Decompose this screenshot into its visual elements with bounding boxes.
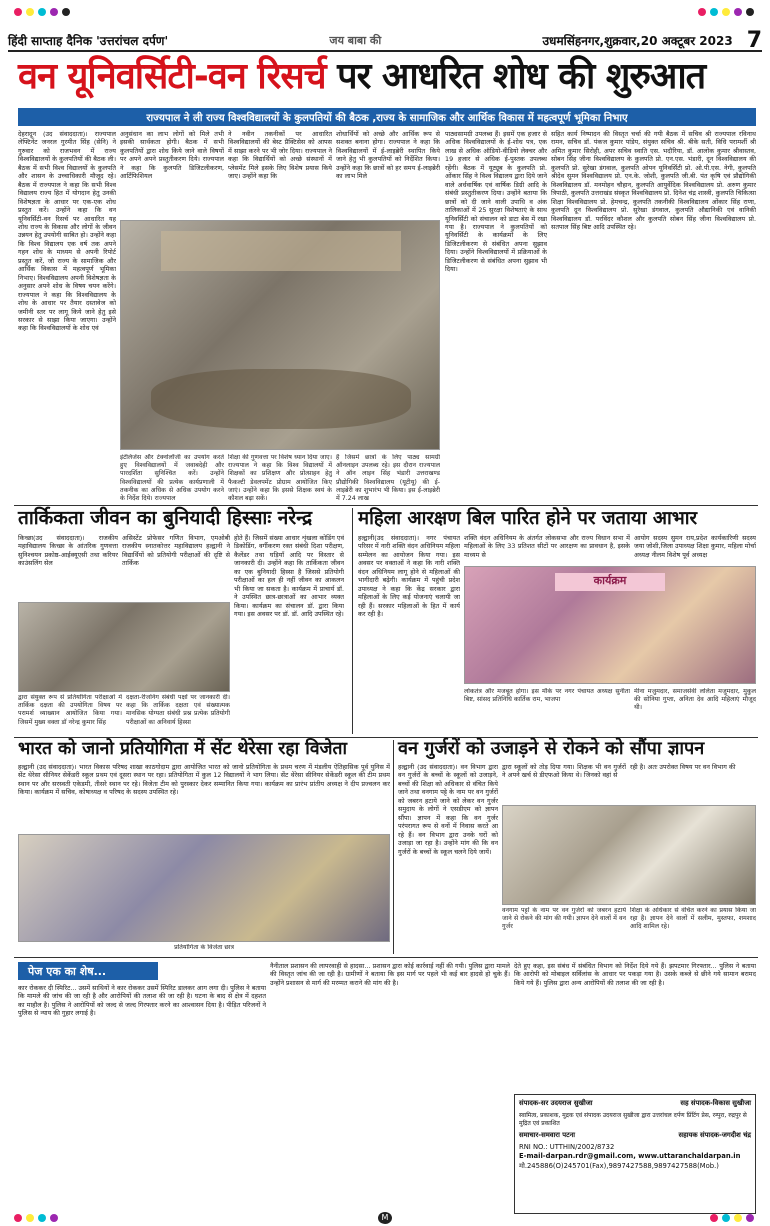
story4-photo [18, 834, 390, 942]
issue-date: उधमसिंहनगर,शुक्रवार,20 अक्टूबर 2023 [542, 33, 733, 48]
lead-photo-caption-left: इंटेलिजेंस और टेक्नोलॉजी का उपयोग करते हुए विश्वविद्यालयों में जवाबदेही और पारदर्शिता सुनिश्चित करें। उन्होंने विश्वविद्यालयों की प्रत्येक कार्यप्रणाली में तकनीक का अधिक से अधिक उपयोग करने के निर्देश दिये। राज्यपाल [120, 454, 224, 502]
color-dots-left [14, 8, 70, 16]
masthead-line2: समाचार-समवारा पटना [519, 1131, 576, 1140]
divider [352, 508, 353, 734]
dot [746, 1214, 754, 1222]
lead-col-6: सहित कार्य निष्पादन की विस्तृत चर्चा की गयी बैठक में सचिव श्री राज्यपाल रविनाथ रामन, सचिव डॉ. पंकज कुमार पांडेय, संयुक्त सचिव श्री. बीके सती, विधि परामर्शी श्री अमित कुमार सिरोही, अपर सचिव स्वाति एस. भदौरिया, डॉ. आलोक कुमार श्रीवास्तव, सोबन सिंह जीना विश्वविद्यालय के कुलपति प्रो. एन.एस. भंडारी, दून विश्वविद्यालय की कुलपति प्रो. सुरेखा डंगवाल, कुलपति ओपन यूनिवर्सिटी प्रो. ओ.पी.एस. नेगी, कुलपति श्रीदेव सुमन विश्वविद्यालय प्रो. एन.के. जोशी, कुलपति जी.बी. पंत कृषि एवं प्रौद्योगिकी विश्वविद्यालय डॉ. मनमोहन चौहान, कुलपति आयुर्वेदिक विश्वविद्यालय प्रो. अरुण कुमार त्रिपाठी, कुलपति उत्तराखंड संस्कृत विश्वविद्यालय प्रो. दिनेश चंद्र शास्त्री, कुलपति चिकित्सा शिक्षा विश्वविद्यालय प्रो. हेमचन्द्र, कुलपति तकनीकी विश्वविद्यालय ओंकार सिंह राणा, कुलपति दून विश्वविद्यालय प्रो. सुरेखा डंगवाल, कुलपति औद्यानिकी एवं वानिकी विश्वविद्यालय डॉ. परविंदर कौशल और कुलपति सोबन सिंह जीना विश्वविद्यालय प्रो. सतपाल सिंह बिष्ट आदि उपस्थित रहे। [551, 130, 756, 231]
story3-photo-caption-left: लोकतंत्र और मजबूत होगा। इस मौके पर नगर पंचायत अध्यक्ष सुनीता बिष्ट, सांसद प्रतिनिधि कार्तिक राम, भाजपा [464, 688, 630, 704]
dot [734, 8, 742, 16]
masthead-editor2: सहायक संपादक-जगदीश चंद्र [678, 1131, 751, 1140]
lead-col-2: अनुसंधान का लाभ लोगों को मिले तभी इसकी सार्थकता होगी। बैठक में सभी कुलपतियों द्वारा शोध किये जाने वाले विषयों पर अपने अपने प्रस्तुतीकरण दिये। राज्यपाल ने कहा कि कुलपति डिजिटलीकरण, आर्टिफिशियल [120, 130, 224, 181]
story6-col-2: नैनीताल प्रशासन की लापरवाही से हादसा... प्रशासन द्वारा कोई कार्रवाई नहीं की गयी। पुलिस द्वारा मामले की विस्तृत जांच की जा रही है। ग्रामीणों ने बताया कि इस मार्ग पर पहले भी कई बार हादसे हो चुके हैं। उन्होंने प्रशासन से मार्ग की मरम्मत कराने की मांग की है। [270, 962, 510, 987]
story5-photo-caption-left: वनगाम पट्टों के नाम पर वन गुर्जरों को जबरन हटाये जाने से रोकने की मांग की गयी। ज्ञापन देने वालों में वन गुर्जर [502, 907, 626, 931]
story5-col-3: रही है। अतः उपरोक्त विषय पर वन विभाग की [630, 763, 736, 771]
masthead-rni: RNI NO.: UTTHIN/2002/8732 [519, 1142, 615, 1151]
story4-body: हल्द्वानी (उद संवाददाता)। भारत विकास परिषद शाखा काठगोदाम द्वारा आयोजित भारत को जानो प्रतियोगिता के प्रथम चरण में मंडलीय ऐतिहासिक पूर्व युनिस में सेंट थेरेसा सीनियर सेकेंडरी स्कूल प्रथम एवं दूसरा स्थान पर रहा। प्रतियोगिता में कुल 12 विद्यालयों ने भाग लिया। सेंट थेरेसा सीनियर सेकेंडरी स्कूल की टीम प्रथम स्थान पर और सरस्वती एकेडमी, तीसरे स्थान पर रहे। विजेता टीम को पुरस्कार देकर सम्मानित किया गया। कार्यक्रम का प्रारंभ प्रांतीय अध्यक्ष ने दीप प्रज्वलन कर किया। कार्यक्रम में सचिव, कोषाध्यक्ष व परिषद के सदस्य उपस्थित रहे। [18, 763, 390, 797]
story6-col-3: देते हुए कहा, इस संबंध में संबंधित विभाग को निर्देश दिये गये हैं। झपटमार गिरफ्तार... पुलिस ने बताया कि आरोपी को मोबाइल सर्विलांस के आधार पर पकड़ा गया है। उसके कब्जे से छीने गये सामान बरामद किये गये हैं। पुलिस द्वारा अन्य आरोपियों की तलाश की जा रही है। [514, 962, 756, 987]
lead-headline-black: पर आधरित शोध की शुरुआत [337, 56, 706, 97]
dot [722, 1214, 730, 1222]
dot [14, 8, 22, 16]
story2-photo-caption-1: द्वारा संयुक्त रूप से प्रतियोगिता परीक्षाओं में तार्किक दक्षता की उपयोगिता विषय पर परामर्श व्याख्यान आयोजित किया गया। जिसमें मुख्य वक्ता डॉ नरेन्द्र कुमार सिंह [18, 694, 122, 726]
dot [14, 1214, 22, 1222]
lead-photo-caption-right: है जिसमें छात्रों के लिए पाठ्य सामग्री ऑनलाइन उपलब्ध रहे। इस दौरान राज्यपाल ने ऑन लाइन सिंह भंडारी उत्तराखण्ड प्रौद्योगिकी विश्वविद्यालय (यूटीयू) की ई-लाइब्रेरी का शुभारंभ भी किया। इस ई-लाइब्रेरी में 7.24 लाख [336, 454, 440, 502]
story3-photo-caption-right: मीना मजुमदार, समाजसेवी ललिता मजुमदार, मुकुल की सोनिया गुप्ता, अनिता देव आदि महिलाएं मौजूद थी। [634, 688, 756, 712]
story5-col-1: हल्द्वानी (उद संवाददाता)। वन विभाग द्वारा वन गुर्जरों के बच्चों के स्कूलों को उजाड़ने, बच्चों की शिक्षा को अधिकार से वंचित किये जाने तथा वनगाम पट्टे के नाम पर वन गुर्जरों को जबरन हटाये जाने को लेकर वन गुर्जर समुदाय के लोगों ने एसडीएम को ज्ञापन सौंपा। ज्ञापन में कहा कि वन गुर्जर परंपरागत रूप से वनों में निवास करते आ रहे हैं। वन विभाग द्वारा उनके घरों को उजाड़ा जा रहा है। उन्होंने मांग की कि वन गुर्जरों के बच्चों के स्कूल चलने दिये जायें। [398, 763, 498, 856]
lead-headline [18, 58, 758, 96]
story2-headline: तार्किकता जीवन का बुनियादी हिस्साः नरेन्द्र [18, 507, 313, 529]
masthead-line1: स्वामित्व, प्रकाशक, मुद्रक एवं संपादक उदयराज सुखीजा द्वारा उत्तरांचल दर्पण प्रिंटिंग प्रेस, रम्पुरा, रुद्रपुर से मुद्रित एवं प्रकाशित [519, 1111, 747, 1127]
story4-photo-caption: प्रतियोगिता के विजेता छात्र [174, 944, 234, 951]
story3-col-1: हल्द्वानी(उद संवाददाता)। नगर पंचायत परिसर में नारी शक्ति वंदन अधिनियम महिला सम्मेलन का आयोजन किया गया। इस अवसर पर वक्ताओं ने कहा कि नारी शक्ति वंदन अधिनियम लागू होने से महिलाओं की भागीदारी बढ़ेगी। कार्यक्रम में पहुंची प्रदेश उपाध्यक्ष ने कहा कि केंद्र सरकार द्वारा महिलाओं के लिए कई योजनाएं चलायी जा रही हैं। सरकार महिलाओं के हित में कार्य कर रही है। [358, 534, 460, 619]
masthead-email: E-mail-darpan.rdr@gmail.com, www.uttaranchaldarpan.in [519, 1152, 741, 1161]
story4-headline: भारत को जानो प्रतियोगिता में सेंट थेरेसा रहा विजेता [18, 739, 348, 759]
dot [26, 8, 34, 16]
story2-col-2: असिस्टेंट प्रोफेसर गणित विभाग, एमओबी राजकीय स्नातकोत्तर महाविद्यालय हल्द्वानी ने विद्यार्थियों को प्रतियोगी परीक्षाओं की दृष्टि से तार्किक [122, 534, 230, 568]
story2-col-1: किच्छा(उद संवाददाता)। राजकीय महाविद्यालय किच्छा के आंतरिक गुणवत्ता सुनिश्चयन प्रकोष्ठ-आईक्यूएसी तथा करियर काउंसलिंग सेल [18, 534, 118, 568]
page-header [8, 27, 762, 53]
lead-subhead: राज्यपाल ने ली राज्य विश्वविद्यालयों के कुलपतियों की बैठक ,राज्य के सामाजिक और आर्थिक विकास में महत्वपूर्ण भूमिका निभाए [18, 108, 756, 126]
dot [38, 8, 46, 16]
story5-headline: वन गुर्जरों को उजाड़ने से रोकने को सौंपा ज्ञापन [398, 738, 705, 759]
divider [14, 957, 758, 958]
dot [50, 8, 58, 16]
bottom-dots-right [710, 1214, 754, 1222]
masthead-coeditor: सह संपादक-विकास सुखीजा [680, 1099, 751, 1107]
lead-col-1: देहरादून (उद संवाददाता)। राज्यपाल लेफ्टिनेंट जनरल गुरमीत सिंह (सेनि) ने गुरुवार को राजभवन में राज्य विश्वविद्यालयों के कुलपतियों की बैठक ली। बैठक में सभी विश्व विद्यालयों के कुलपति और शासन के उच्चाधिकारी मौजूद रहे। बैठक में राज्यपाल ने कहा कि सभी विश्व विद्यालय राज्य हित में योगदान हेतु उनकी विशेषज्ञता के आधार पर एक-एक शोध प्रस्तुत करें। उन्होंने कहा कि वन यूनिवर्सिटी-वन रिसर्च पर आधारित यह शोध राज्य के विकास और लोगों के जीवन उन्नयन हेतु उपयोगी साबित हो। उन्होंने कहा कि विश्व विद्यालय एक वर्ष तक अपने गहन शोध के माध्यम से अपनी रिपोर्ट प्रस्तुत करें, जो राज्य के सामाजिक और आर्थिक विकास में महत्वपूर्ण भूमिका निभाए। विश्वविद्यालय अपनी विशेषज्ञता के अनुसार अपने शोध के विषय चयन करेंगे। राज्यपाल ने कहा कि विश्वविद्यालय के शोध के आधार पर तैयार दस्तावेज को जमीनी स्तर पर लागू किये जाने हेतु इसे सरकार से साझा किया जाएगा। उन्होंने कहा कि विश्वविद्यालयों के शोध एवं [18, 130, 116, 333]
lead-col-5: पाठ्यसामग्री उपलब्ध हैं। इसमें एक हजार से अधिक विश्वविद्यालयों के ई-शोध पत्र, एक लाख से अधिक ऑडियो-वीडियो लेक्चर और 19 हजार से अधिक ई-पुस्तक उपलब्ध रहेंगी। बैठक में यूट्यूब के कुलपति प्रो. ओंकार सिंह ने विश्व विद्यालय द्वारा दिये जाने वाले अर्धवार्षिक एवं वार्षिक डिग्री आदि के संबंधी प्रस्तुतीकरण दिया। उन्होंने बताया कि छात्रों को दी जाने वाली उपाधि व अंक तालिकाओं में 25 सुरक्षा विशेषताएं के साथ यूनिवर्सिटी को संचालन को डाटा बेस में रखा गया है। राज्यपाल ने कुलपतियों को यूनिवर्सिटी के कार्यक्रमों के लिए डिजिटलीकरण से संबंधित अपना सुझाव दिया। उन्होंने विश्वविद्यालयों में प्रक्रियाओं के डिजिटलीकरण से संबंधित अपना सुझाव भी दिया। [445, 130, 547, 274]
story2-col-3: होते हैं। जिसमें संख्या आधार शृंखला कोडिंग एवं डिकोडिंग, वर्गीकरण रक्त संबंधी दिशा परीक्षण, कैलेंडर तथा घड़ियाँ आदि पर विस्तार से जानकारी दी। उन्होंने कहा कि तार्किकता जीवन का एक बुनियादी हिस्सा है जिससे प्रतियोगी परीक्षाओं का हल ही नहीं जीवन का आकलन भी किया जा सकता है। कार्यक्रम में प्राचार्य डॉ. ने उपस्थित छात्र-छात्राओं का आभार व्यक्त किया। कार्यक्रम का संचालन डॉ. द्वारा किया गया। इस अवसर पर डॉ. डॉ. आदि उपस्थित रहे। [234, 534, 344, 619]
masthead-phone: मो.245886(O)245701(Fax),9897427588,9897427588(Mob.) [519, 1161, 719, 1170]
lead-headline-red: वन यूनिवर्सिटी-वन रिसर्च [18, 56, 326, 97]
dot [722, 8, 730, 16]
story5-photo [502, 805, 756, 905]
story3-col-3: आयोग सदस्य सुमन राय,प्रदेश कार्यकारिणी सदस्य जया जोशी,जिला उपाध्यक्ष शिक्षा कुमार, महिला मोर्चा अध्यक्ष नीलम विशेष पूर्व अध्यक्ष [634, 534, 756, 559]
story5-col-2: द्वारा स्कूलों को तोड़ दिया गया। शिक्षक भी वन गुर्जरों ने अपने खर्च से डीएफओ किया थे। जिनको वहां से [502, 763, 626, 780]
dot [698, 8, 706, 16]
divider [393, 740, 394, 954]
story3-banner: कार्यक्रम [555, 573, 665, 591]
lead-photo-caption-mid: शिक्षा की गुणवत्ता पर विशेष ध्यान दिया जाए। राज्यपाल ने कहा कि विश्व विद्यालयों में शिक्षकों का प्रशिक्षण और प्रोत्साहन हेतु फैकल्टी डेवलपमेंट प्रोग्राम आयोजित किए जाएं। उन्होंने कहा कि इससे शिक्षक स्वयं के कौशल बढ़ा सकें। [228, 454, 332, 502]
page-number: 7 [746, 27, 762, 53]
masthead-box [514, 1094, 756, 1214]
divider [14, 505, 758, 506]
masthead-editor: संपादक-सर उदयराज सुखीजा [519, 1099, 593, 1107]
dot [26, 1214, 34, 1222]
story3-col-2: शक्ति वंदन अधिनियम के अंतर्गत लोकसभा और राज्य विधान सभा में महिलाओं के लिए 33 प्रतिशत सीटों पर आरक्षण का प्रावधान है, इसके माध्यम से [464, 534, 630, 559]
dot [50, 1214, 58, 1222]
story2-photo-caption-2: दक्षता-रीजनिंग संबंधी पक्षों पर जानकारी दी। कहा कि तार्किक दक्षता एवं संख्यात्मक मानसिक योग्यता संबंधी प्रश्न प्रत्येक प्रतियोगी परीक्षाओं का अनिवार्य हिस्सा [126, 694, 230, 726]
story2-photo [18, 602, 230, 692]
dot [710, 1214, 718, 1222]
bottom-dots-left [14, 1214, 58, 1222]
dot [38, 1214, 46, 1222]
dot [710, 8, 718, 16]
lead-col-4: शोधार्थियों को अच्छे और आर्थिक रूप से सशक्त बनाना होगा। राज्यपाल ने कहा कि विश्वविद्यालयों में ई-लाइब्रेरी स्थापित किये जाने हेतु भी कुलपतियों को निर्देशित किया। उन्होंने कहा कि छात्रों को हर समय ई-लाइब्रेरी का लाभ मिले [336, 130, 440, 181]
footer-mark: M [378, 1212, 392, 1224]
story5-photo-caption-right: शिक्षा के अधिकार से वंचित करने का प्रयास किया जा रहा है। ज्ञापन देने वालों में सलीम, मुस्तफा, शमशाद आदि शामिल रहे। [630, 907, 756, 931]
header-center: जय बाबा की [329, 33, 382, 47]
lead-meeting-photo [120, 220, 440, 450]
dot [62, 8, 70, 16]
dot [734, 1214, 742, 1222]
story6-col-1: कार रोककर दी स्पिरिट... उसमें साथियों ने कार रोककर उसमें स्पिरिट डालकर आग लगा दी। पुलिस ने बताया कि मामले की जांच की जा रही है और आरोपियों की तलाश की जा रही है। घटना के बाद से क्षेत्र में दहशत का माहौल है। पुलिस ने आरोपियों को जल्द से जल्द गिरफ्तार करने का आश्वासन दिया है। पीड़ित परिजनों ने पुलिस से न्याय की गुहार लगाई है। [18, 984, 266, 1018]
story6-title: पेज एक का शेष... [18, 962, 158, 980]
story3-headline: महिला आरक्षण बिल पारित होने पर जताया आभार [358, 508, 698, 529]
dot [746, 8, 754, 16]
lead-col-3: ने नवीन तकनीकों पर आधारित विश्वविद्यालयों की बेस्ट प्रैक्टिसेस को आपस में साझा करने पर भी जोर दिया। राज्यपाल ने कहा कि विद्यार्थियों को अच्छे संस्थानों में प्लेसमेंट मिले इसके लिए विशेष प्रयास किये जाए। उन्होंने कहा कि [228, 130, 332, 181]
paper-name: हिंदी साप्ताह दैनिक 'उत्तरांचल दर्पण' [8, 33, 169, 48]
color-dots-right [698, 8, 754, 16]
story3-photo [464, 566, 756, 684]
